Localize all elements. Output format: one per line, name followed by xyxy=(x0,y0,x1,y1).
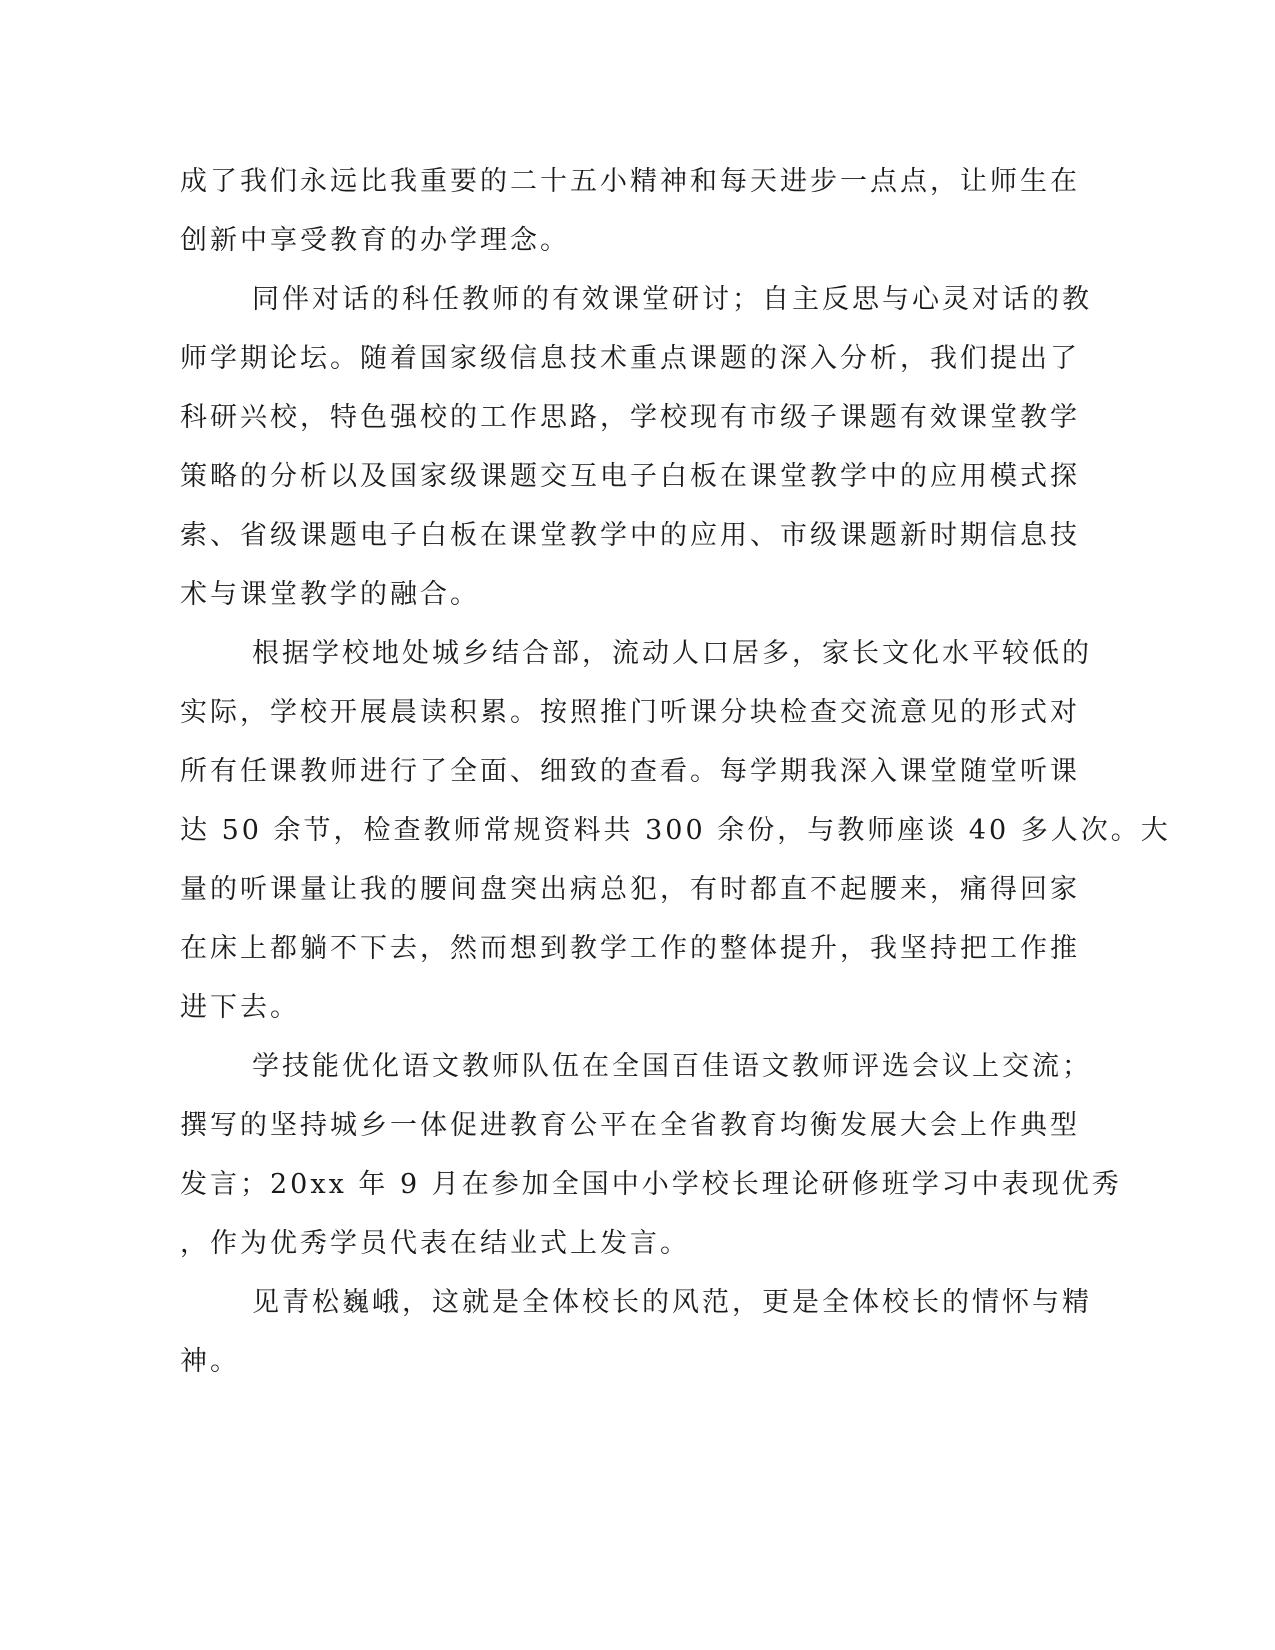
paragraph-5 xyxy=(180,1273,1092,1391)
text-line: 在床上都躺不下去，然而想到教学工作的整体提升，我坚持把工作推 xyxy=(180,933,1080,964)
paragraph-3 xyxy=(180,624,1171,1037)
text-line: 达 50 余节，检查教师常规资料共 300 余份，与教师座谈 40 多人次。大 xyxy=(180,815,1171,846)
text-line: 发言；20xx 年 9 月在参加全国中小学校长理论研修班学习中表现优秀 xyxy=(180,1169,1122,1200)
paragraph-2 xyxy=(180,270,1092,624)
text-line: 术与课堂教学的融合。 xyxy=(180,579,480,610)
paragraph-4 xyxy=(180,1037,1122,1273)
text-line: ，作为优秀学员代表在结业式上发言。 xyxy=(180,1228,690,1259)
text-line: 量的听课量让我的腰间盘突出病总犯，有时都直不起腰来，痛得回家 xyxy=(180,874,1080,905)
text-line: 创新中享受教育的办学理念。 xyxy=(180,225,570,256)
text-line: 索、省级课题电子白板在课堂教学中的应用、市级课题新时期信息技 xyxy=(180,520,1080,551)
document-body xyxy=(180,152,1171,1391)
text-line: 所有任课教师进行了全面、细致的查看。每学期我深入课堂随堂听课 xyxy=(180,756,1080,787)
text-line: 见青松巍峨，这就是全体校长的风范，更是全体校长的情怀与精 xyxy=(252,1287,1092,1318)
text-line: 撰写的坚持城乡一体促进教育公平在全省教育均衡发展大会上作典型 xyxy=(180,1110,1080,1141)
text-line: 神。 xyxy=(180,1346,240,1377)
text-line: 学技能优化语文教师队伍在全国百佳语文教师评选会议上交流； xyxy=(252,1051,1092,1082)
text-line: 同伴对话的科任教师的有效课堂研讨；自主反思与心灵对话的教 xyxy=(252,284,1092,315)
text-line: 根据学校地处城乡结合部，流动人口居多，家长文化水平较低的 xyxy=(252,638,1092,669)
text-line: 师学期论坛。随着国家级信息技术重点课题的深入分析，我们提出了 xyxy=(180,343,1080,374)
text-line: 策略的分析以及国家级课题交互电子白板在课堂教学中的应用模式探 xyxy=(180,461,1080,492)
text-line: 科研兴校，特色强校的工作思路，学校现有市级子课题有效课堂教学 xyxy=(180,402,1080,433)
text-line: 进下去。 xyxy=(180,992,300,1023)
paragraph-1 xyxy=(180,152,1080,270)
text-line: 成了我们永远比我重要的二十五小精神和每天进步一点点，让师生在 xyxy=(180,166,1080,197)
text-line: 实际，学校开展晨读积累。按照推门听课分块检查交流意见的形式对 xyxy=(180,697,1080,728)
